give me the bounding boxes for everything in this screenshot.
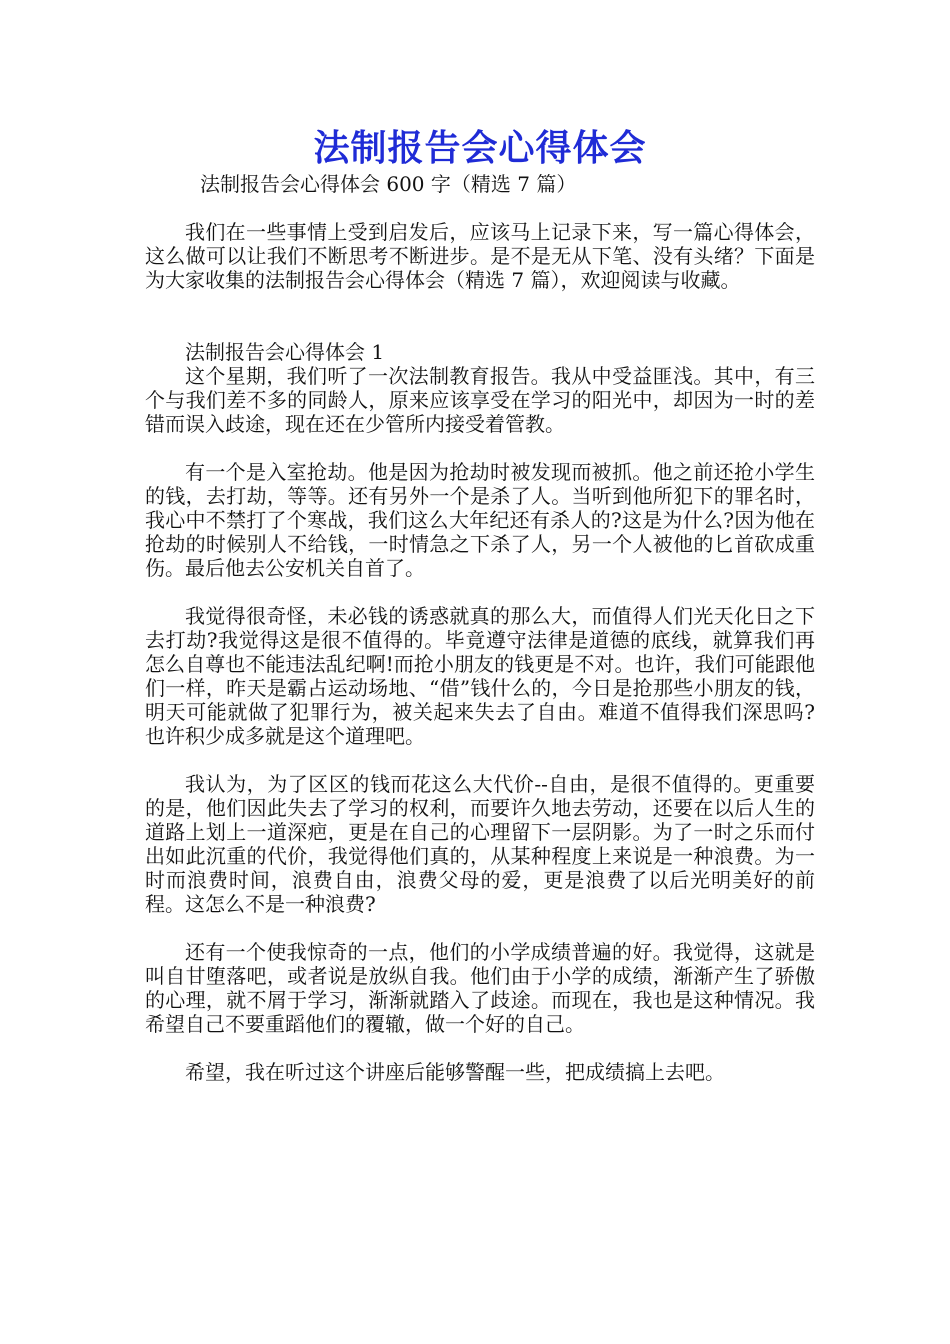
intro-paragraph: 我们在一些事情上受到启发后，应该马上记录下来，写一篇心得体会，这么做可以让我们不断思考不断进步。是不是无从下笔、没有头绪？下面是为大家收集的法制报告会心得体会（精选 7 篇），欢迎阅读与收藏。 bbox=[145, 220, 815, 292]
spacer bbox=[145, 436, 815, 460]
body-paragraph: 我认为，为了区区的钱而花这么大代价--自由，是很不值得的。更重要的是，他们因此失去了学习的权利，而要许久地去劳动，还要在以后人生的道路上划上一道深疤，更是在自己的心理留下一层阴影。为了一时之乐而付出如此沉重的代价，我觉得他们真的，从某种程度上来说是一种浪费。为一时而浪费时间，浪费自由，浪费父母的爱，更是浪费了以后光明美好的前程。这怎么不是一种浪费? bbox=[145, 772, 815, 916]
section-heading: 法制报告会心得体会 1 bbox=[185, 340, 385, 364]
body-paragraph: 有一个是入室抢劫。他是因为抢劫时被发现而被抓。他之前还抢小学生的钱，去打劫，等等。还有另外一个是杀了人。当听到他所犯下的罪名时，我心中不禁打了个寒战，我们这么大年纪还有杀人的?这是为什么?因为他在抢劫的时候别人不给钱，一时情急之下杀了人，另一个人被他的匕首砍成重伤。最后他去公安机关自首了。 bbox=[145, 460, 815, 580]
document-title: 法制报告会心得体会 bbox=[313, 128, 647, 169]
spacer bbox=[145, 748, 815, 772]
spacer bbox=[145, 1036, 815, 1060]
spacer bbox=[145, 292, 815, 340]
spacer bbox=[145, 916, 815, 940]
document-content bbox=[145, 128, 815, 1084]
document-subtitle: 法制报告会心得体会 600 字（精选 7 篇） bbox=[200, 172, 577, 196]
body-paragraph: 这个星期，我们听了一次法制教育报告。我从中受益匪浅。其中，有三个与我们差不多的同龄人，原来应该享受在学习的阳光中，却因为一时的差错而误入歧途，现在还在少管所内接受着管教。 bbox=[145, 364, 815, 436]
body-paragraph: 希望，我在听过这个讲座后能够警醒一些，把成绩搞上去吧。 bbox=[185, 1060, 725, 1084]
body-paragraph: 我觉得很奇怪，未必钱的诱惑就真的那么大，而值得人们光天化日之下去打劫?我觉得这是很不值得的。毕竟遵守法律是道德的底线，就算我们再怎么自尊也不能违法乱纪啊!而抢小朋友的钱更是不对。也许，我们可能跟他们一样，昨天是霸占运动场地、“借”钱什么的，今日是抢那些小朋友的钱，明天可能就做了犯罪行为，被关起来失去了自由。难道不值得我们深思吗?也许积少成多就是这个道理吧。 bbox=[145, 604, 815, 748]
spacer bbox=[145, 580, 815, 604]
spacer bbox=[145, 196, 815, 220]
body-paragraph: 还有一个使我惊奇的一点，他们的小学成绩普遍的好。我觉得，这就是叫自甘堕落吧，或者说是放纵自我。他们由于小学的成绩，渐渐产生了骄傲的心理，就不屑于学习，渐渐就踏入了歧途。而现在，我也是这种情况。我希望自己不要重蹈他们的覆辙，做一个好的自己。 bbox=[145, 940, 815, 1036]
